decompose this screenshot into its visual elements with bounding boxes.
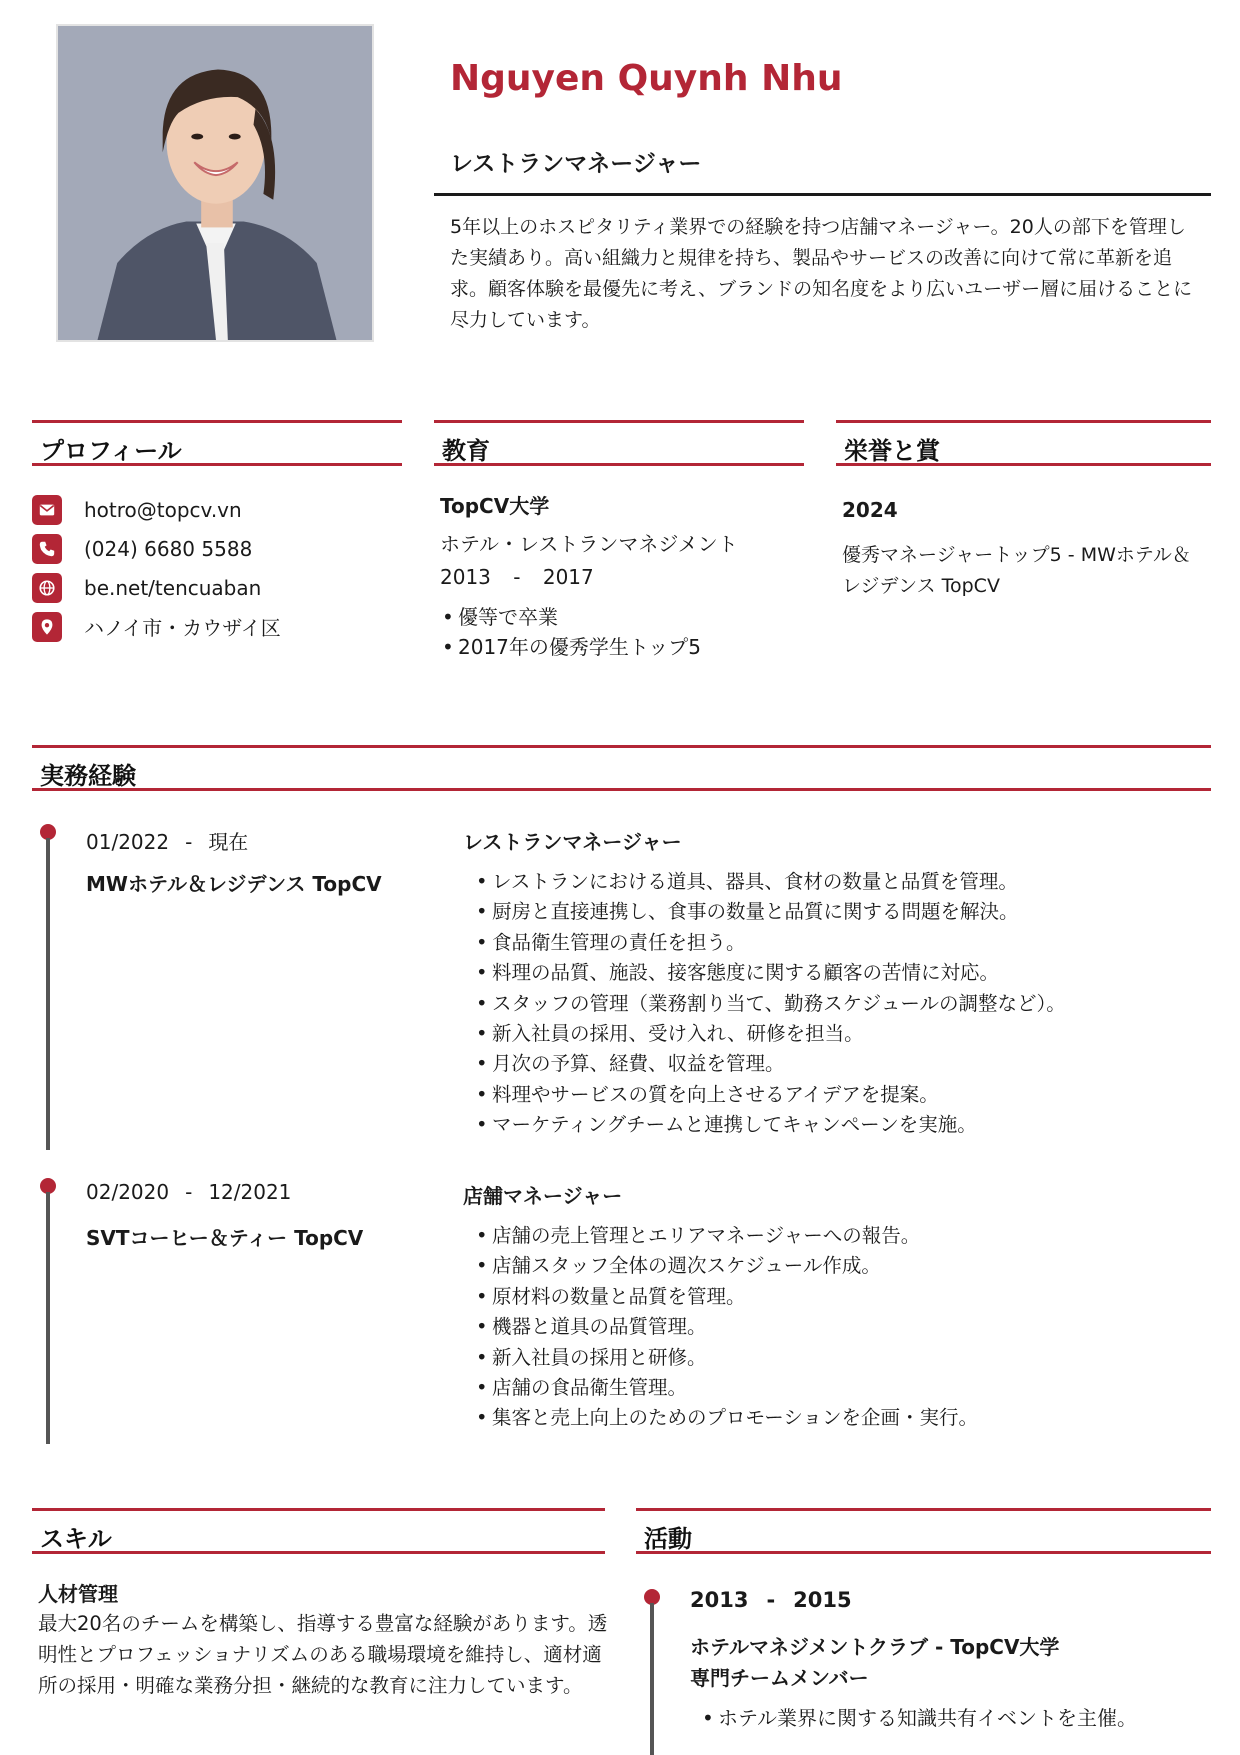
job-end: 12/2021: [208, 1180, 292, 1204]
job-duties: [474, 1221, 978, 1434]
job-title: レストランマネージャー: [450, 151, 702, 177]
timeline-line: [650, 1603, 654, 1755]
job-role: レストランマネージャー: [463, 830, 682, 854]
education-school: TopCV大学: [440, 494, 550, 518]
section-profile: [32, 420, 402, 466]
list-item: • レストランにおける道具、器具、食材の数量と品質を管理。: [474, 867, 1066, 897]
contact-phone-text: (024) 6680 5588: [84, 536, 253, 561]
list-item: • 原材料の数量と品質を管理。: [474, 1282, 978, 1312]
activity-items: [700, 1703, 1137, 1733]
date-separator: -: [185, 830, 193, 854]
section-title-awards: 栄誉と賞: [844, 437, 940, 465]
list-item: • 店舗スタッフ全体の週次スケジュール作成。: [474, 1251, 978, 1281]
job-company: MWホテル＆レジデンス TopCV: [86, 872, 382, 896]
list-item: • 厨房と直接連携し、食事の数量と品質に関する問題を解決。: [474, 897, 1066, 927]
activity-period: [690, 1588, 852, 1612]
title-divider: [434, 193, 1211, 196]
activity-org-name: ホテルマネジメントクラブ - TopCV大学: [690, 1635, 1060, 1659]
candidate-name: Nguyen Quynh Nhu: [450, 58, 843, 99]
email-icon: [32, 495, 62, 525]
section-awards: [836, 420, 1211, 466]
job-duties: [474, 867, 1066, 1141]
list-item: • マーケティングチームと連携してキャンペーンを実施。: [474, 1110, 1066, 1140]
list-item: • スタッフの管理（業務割り当て、勤務スケジュールの調整など）。: [474, 989, 1066, 1019]
job-start: 01/2022: [86, 830, 170, 854]
date-separator: -: [513, 565, 521, 589]
date-separator: -: [766, 1588, 776, 1612]
skill-entry: [38, 1578, 608, 1701]
section-title-experience: 実務経験: [40, 762, 136, 790]
list-item: • 食品衛生管理の責任を担う。: [474, 928, 1066, 958]
list-item: • 料理の品質、施設、接客態度に関する顧客の苦情に対応。: [474, 958, 1066, 988]
activity-end: 2015: [793, 1588, 852, 1612]
section-activities: [636, 1508, 1211, 1554]
phone-icon: [32, 534, 62, 564]
list-item: • 2017年の優秀学生トップ5: [440, 632, 800, 662]
contact-website[interactable]: [32, 568, 281, 607]
award-entry: [842, 498, 1202, 602]
activity-organization: [690, 1632, 1059, 1694]
skill-description: 最大20名のチームを構築し、指導する豊富な経験があります。透明性とプロフェッショナリズムのある職場環境を維持し、適材適所の採用・明確な業務分担・継続的な教育に注力しています。: [38, 1612, 608, 1697]
skill-title: 人材管理: [38, 1582, 118, 1606]
contact-list: [32, 490, 281, 646]
education-entry: [440, 490, 800, 662]
job-end: 現在: [208, 830, 249, 854]
contact-phone[interactable]: [32, 529, 281, 568]
list-item: • 新入社員の採用、受け入れ、研修を担当。: [474, 1019, 1066, 1049]
job-period: [86, 826, 248, 855]
contact-website-text: be.net/tencuaban: [84, 575, 262, 600]
section-title-skills: スキル: [40, 1525, 112, 1553]
profile-photo: [56, 24, 374, 342]
education-start: 2013: [440, 565, 491, 589]
list-item: • 優等で卒業: [440, 602, 800, 632]
list-item: • 料理やサービスの質を向上させるアイデアを提案。: [474, 1080, 1066, 1110]
award-year: 2024: [842, 498, 898, 522]
education-major: ホテル・レストランマネジメント: [440, 532, 738, 556]
job-role: 店舗マネージャー: [463, 1184, 623, 1208]
award-description: 優秀マネージャートップ5 - MWホテル＆レジデンス TopCV: [842, 544, 1191, 597]
job-company: SVTコーヒー＆ティー TopCV: [86, 1226, 364, 1250]
timeline-line: [46, 838, 50, 1150]
job-period: [86, 1180, 291, 1204]
list-item: • 月次の予算、経費、収益を管理。: [474, 1049, 1066, 1079]
section-education: [434, 420, 804, 466]
list-item: • 集客と売上向上のためのプロモーションを企画・実行。: [474, 1403, 978, 1433]
contact-location-text: ハノイ市・カウザイ区: [84, 616, 281, 640]
contact-location: [32, 607, 281, 646]
list-item: • 店舗の売上管理とエリアマネージャーへの報告。: [474, 1221, 978, 1251]
globe-icon: [32, 573, 62, 603]
section-skills: [32, 1508, 605, 1554]
summary: 5年以上のホスピタリティ業界での経験を持つ店舗マネージャー。20人の部下を管理した実績あり。高い組織力と規律を持ち、製品やサービスの改善に向けて常に革新を追求。顧客体験を最優先に考え、ブランドの知名度をより広いユーザー層に届けることに尽力しています。: [450, 216, 1193, 331]
education-end: 2017: [542, 565, 594, 589]
list-item: • 新入社員の採用と研修。: [474, 1343, 978, 1373]
education-achievements: [440, 602, 800, 662]
section-experience: [32, 745, 1211, 791]
activity-position: 専門チームメンバー: [690, 1666, 869, 1690]
list-item: • ホテル業界に関する知識共有イベントを主催。: [700, 1703, 1137, 1733]
contact-email[interactable]: [32, 490, 281, 529]
job-start: 02/2020: [86, 1180, 170, 1204]
contact-email-text: hotro@topcv.vn: [84, 497, 242, 522]
section-title-activities: 活動: [644, 1525, 692, 1553]
date-separator: -: [185, 1180, 193, 1204]
section-title-profile: プロフィール: [40, 437, 182, 465]
section-title-education: 教育: [442, 437, 490, 465]
activity-start: 2013: [690, 1588, 749, 1612]
education-period: [440, 565, 800, 602]
location-pin-icon: [32, 612, 62, 642]
list-item: • 店舗の食品衛生管理。: [474, 1373, 978, 1403]
timeline-line: [46, 1192, 50, 1444]
list-item: • 機器と道具の品質管理。: [474, 1312, 978, 1342]
